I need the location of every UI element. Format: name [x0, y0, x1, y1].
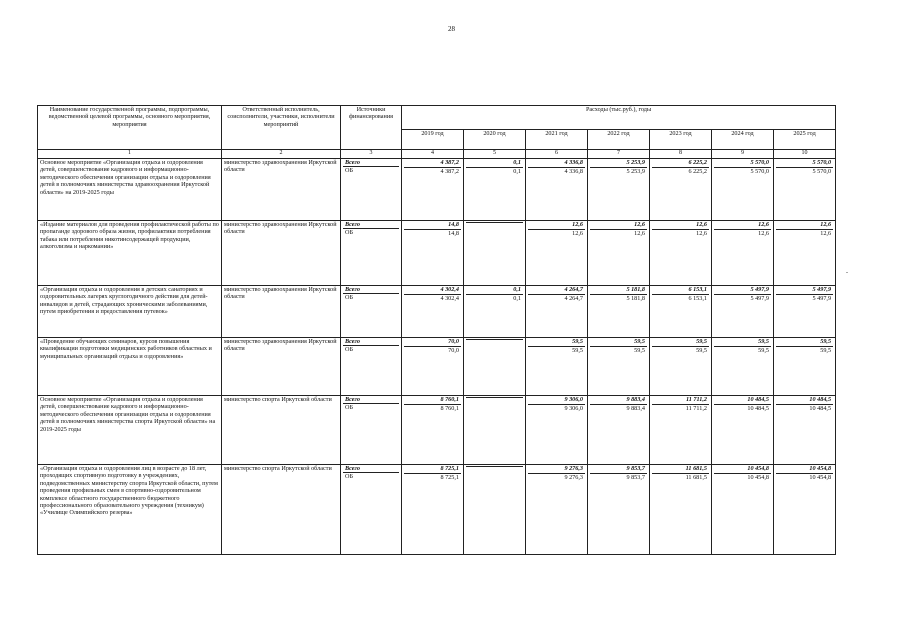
value-ob: 9 853,7 [626, 474, 645, 482]
value-ob: 6 225,2 [688, 168, 707, 176]
value-cell [464, 338, 526, 396]
value-total: 5 570,0 [776, 159, 833, 168]
value-cell [712, 286, 774, 338]
source-total-label: Всего [343, 221, 399, 229]
value-total: 12,6 [528, 221, 585, 230]
column-number: 10 [774, 150, 836, 159]
header-year: 2022 год [588, 130, 650, 150]
activity-name: «Организация отдыха и оздоровления в детских санаториях и оздоровительных лагерях круглогодичного действия для детей-инвалидов и детей, страдающих хроническими заболеваниями, путем приобретения и предоставления путевок» [38, 286, 222, 338]
source-total-label: Всего [343, 338, 399, 346]
value-cell [588, 396, 650, 465]
value-cell [526, 286, 588, 338]
value-cell [650, 159, 712, 221]
value-cell [712, 396, 774, 465]
value-ob: 5 570,0 [812, 168, 832, 176]
value-ob: 8 760,1 [440, 405, 459, 413]
column-number: 4 [402, 150, 464, 159]
value-ob: 14,8 [448, 230, 459, 238]
value-total: 59,5 [714, 338, 771, 347]
value-cell [712, 338, 774, 396]
value-cell [464, 221, 526, 286]
value-ob: 59,5 [820, 347, 832, 355]
value-ob: 6 153,1 [688, 295, 707, 303]
value-total: 6 225,2 [652, 159, 709, 168]
value-cell [650, 286, 712, 338]
executor-name: министерство здравоохранения Иркутской области [222, 221, 341, 286]
source-cell [341, 396, 402, 465]
value-total: 5 570,0 [714, 159, 771, 168]
value-ob: 0,1 [513, 295, 521, 303]
source-cell [341, 286, 402, 338]
value-cell [712, 159, 774, 221]
activity-name: Основное мероприятие «Организация отдыха и оздоровления детей, совершенствование кадрового и информационно-методического обеспечения организации отдыха и оздоровления детей в полномочиях министерства спорта Иркутской области» на 2019-2025 годы [38, 396, 222, 465]
value-ob: 10 454,8 [809, 474, 832, 482]
value-cell [650, 465, 712, 555]
value-cell [650, 396, 712, 465]
value-cell [650, 221, 712, 286]
activity-name: «Проведение обучающих семинаров, курсов повышения квалификации подготовки медицинских работников областных и муниципальных организаций отдыха и оздоровления» [38, 338, 222, 396]
value-cell [402, 465, 464, 555]
value-cell [774, 286, 836, 338]
source-ob-label: ОБ [345, 346, 354, 354]
value-total: 9 853,7 [590, 465, 647, 474]
column-numbers-row [38, 150, 836, 159]
executor-name: министерство спорта Иркутской области [222, 396, 341, 465]
source-total-label: Всего [343, 396, 399, 404]
table-row [38, 221, 836, 286]
header-expenses: Расходы (тыс.руб.), годы [402, 106, 836, 130]
value-ob: 8 725,1 [440, 474, 459, 482]
column-number: 7 [588, 150, 650, 159]
value-cell [774, 159, 836, 221]
value-ob: 9 276,3 [564, 474, 583, 482]
value-total: 8 725,1 [404, 465, 461, 474]
header-year: 2025 год [774, 130, 836, 150]
source-total-label: Всего [343, 465, 399, 473]
column-number: 6 [526, 150, 588, 159]
value-ob [466, 340, 523, 341]
value-total: 4 336,8 [528, 159, 585, 168]
value-cell [774, 338, 836, 396]
value-cell [588, 159, 650, 221]
source-ob-label: ОБ [345, 404, 354, 412]
value-total: 9 276,3 [528, 465, 585, 474]
value-ob: 70,0 [448, 347, 459, 355]
value-total: 5 181,8 [590, 286, 647, 295]
value-cell [464, 465, 526, 555]
expenses-table [37, 105, 836, 555]
table-row [38, 338, 836, 396]
value-cell [774, 465, 836, 555]
value-total: 59,5 [528, 338, 585, 347]
value-ob: 9 306,0 [564, 405, 583, 413]
executor-name: министерство здравоохранения Иркутской области [222, 286, 341, 338]
value-ob: 59,5 [572, 347, 583, 355]
value-total: 10 454,8 [776, 465, 833, 474]
value-total: 4 302,4 [404, 286, 461, 295]
column-number: 9 [712, 150, 774, 159]
value-ob [466, 223, 523, 224]
value-ob: 12,6 [572, 230, 583, 238]
value-ob: 4 387,2 [440, 168, 459, 176]
source-ob-label: ОБ [345, 294, 354, 302]
value-total: 12,6 [590, 221, 647, 230]
header-sources: Источники финансирования [341, 106, 402, 150]
column-number: 2 [222, 150, 341, 159]
activity-name: «Издание материалов для проведения профилактической работы по пропаганде здорового образа жизни, профилактики потребления табака или потребления никотинсодержащей продукции, алкоголизма и наркомании» [38, 221, 222, 286]
value-cell [402, 286, 464, 338]
value-ob: 5 181,8 [626, 295, 645, 303]
value-ob: 59,5 [758, 347, 769, 355]
value-cell [464, 159, 526, 221]
executor-name: министерство спорта Иркутской области [222, 465, 341, 555]
value-cell [402, 221, 464, 286]
value-cell [588, 286, 650, 338]
value-ob: 5 253,9 [626, 168, 645, 176]
executor-name: министерство здравоохранения Иркутской области [222, 338, 341, 396]
page-number: 28 [448, 25, 455, 33]
column-number: 3 [341, 150, 402, 159]
value-total: 5 497,9 [714, 286, 771, 295]
value-total: 11 711,2 [652, 396, 709, 405]
header-program: Наименование государственной программы, подпрограммы, ведомственной целевой программы, основного мероприятия, мероприятия [38, 106, 222, 150]
executor-name: министерство здравоохранения Иркутской области [222, 159, 341, 221]
source-ob-label: ОБ [345, 229, 354, 237]
value-total: 9 883,4 [590, 396, 647, 405]
source-total-label: Всего [343, 286, 399, 294]
value-total: 11 681,5 [652, 465, 709, 474]
value-total: 4 264,7 [528, 286, 585, 295]
header-year: 2024 год [712, 130, 774, 150]
value-total: 12,6 [652, 221, 709, 230]
value-ob: 11 681,5 [685, 474, 707, 482]
value-cell [712, 465, 774, 555]
value-ob: 4 336,8 [564, 168, 583, 176]
header-executor: Ответственный исполнитель, соисполнители, участники, исполнители мероприятий [222, 106, 341, 150]
column-number: 1 [38, 150, 222, 159]
value-cell [464, 396, 526, 465]
value-ob: 5 497,9 [812, 295, 832, 303]
value-total: 0,1 [466, 159, 523, 168]
value-ob: 12,6 [820, 230, 832, 238]
source-total-label: Всего [343, 159, 399, 167]
value-total: 70,0 [404, 338, 461, 347]
value-cell [588, 465, 650, 555]
value-cell [464, 286, 526, 338]
header-year: 2021 год [526, 130, 588, 150]
header-year: 2020 год [464, 130, 526, 150]
value-ob: 12,6 [634, 230, 645, 238]
table-row [38, 159, 836, 221]
column-number: 8 [650, 150, 712, 159]
value-ob: 5 497,9 [750, 295, 769, 303]
value-ob: 59,5 [634, 347, 645, 355]
value-total: 0,1 [466, 286, 523, 295]
value-ob [466, 398, 523, 399]
source-ob-label: ОБ [345, 473, 354, 481]
value-total: 14,8 [404, 221, 461, 230]
value-total: 59,5 [776, 338, 833, 347]
source-cell [341, 338, 402, 396]
value-ob: 12,6 [696, 230, 707, 238]
value-total: 6 153,1 [652, 286, 709, 295]
value-ob: 5 570,0 [750, 168, 769, 176]
activity-name: Основное мероприятие «Организация отдыха и оздоровления детей, совершенствование кадрового и информационно-методического обеспечения организации отдыха и оздоровления детей в полномочиях министерства здравоохранения Иркутской области» на 2019-2025 годы [38, 159, 222, 221]
value-ob: 4 264,7 [564, 295, 583, 303]
value-total: 12,6 [714, 221, 771, 230]
table-row [38, 396, 836, 465]
margin-mark: - [846, 270, 848, 276]
value-cell [526, 338, 588, 396]
value-total: 59,5 [590, 338, 647, 347]
value-total: 5 253,9 [590, 159, 647, 168]
source-cell [341, 465, 402, 555]
value-cell [650, 338, 712, 396]
table-row [38, 286, 836, 338]
value-cell [712, 221, 774, 286]
value-total: 12,6 [776, 221, 833, 230]
value-ob: 10 454,8 [747, 474, 769, 482]
source-ob-label: ОБ [345, 167, 354, 175]
value-cell [402, 396, 464, 465]
value-total: 4 387,2 [404, 159, 461, 168]
value-ob: 9 883,4 [626, 405, 645, 413]
value-cell [402, 159, 464, 221]
value-total: 9 306,0 [528, 396, 585, 405]
value-cell [588, 338, 650, 396]
value-ob: 12,6 [758, 230, 769, 238]
header-year: 2019 год [402, 130, 464, 150]
value-cell [588, 221, 650, 286]
value-cell [526, 465, 588, 555]
value-total: 10 484,5 [776, 396, 833, 405]
value-ob: 4 302,4 [440, 295, 459, 303]
activity-name: «Организация отдыха и оздоровления лиц в возрасте до 18 лет, проходящих спортивную подготовку в учреждениях, подведомственных министерству спорта Иркутской области, путем проведения профильных смен в спортивно-оздоровительном комплексе областного государственного бюджетного профессионального образовательного учреждения (техникум) «Училище Олимпийского резерва» [38, 465, 222, 555]
value-ob [466, 467, 523, 468]
value-total: 5 497,9 [776, 286, 833, 295]
value-ob: 59,5 [696, 347, 707, 355]
value-cell [526, 396, 588, 465]
value-cell [774, 221, 836, 286]
value-total: 59,5 [652, 338, 709, 347]
value-ob: 10 484,5 [747, 405, 769, 413]
value-ob: 11 711,2 [685, 405, 707, 413]
value-ob: 10 484,5 [809, 405, 832, 413]
value-cell [526, 159, 588, 221]
column-number: 5 [464, 150, 526, 159]
value-cell [526, 221, 588, 286]
value-total: 8 760,1 [404, 396, 461, 405]
source-cell [341, 159, 402, 221]
value-cell [774, 396, 836, 465]
header-year: 2023 год [650, 130, 712, 150]
source-cell [341, 221, 402, 286]
value-total: 10 484,5 [714, 396, 771, 405]
value-cell [402, 338, 464, 396]
value-total: 10 454,8 [714, 465, 771, 474]
table-row [38, 465, 836, 555]
value-ob: 0,1 [513, 168, 521, 176]
